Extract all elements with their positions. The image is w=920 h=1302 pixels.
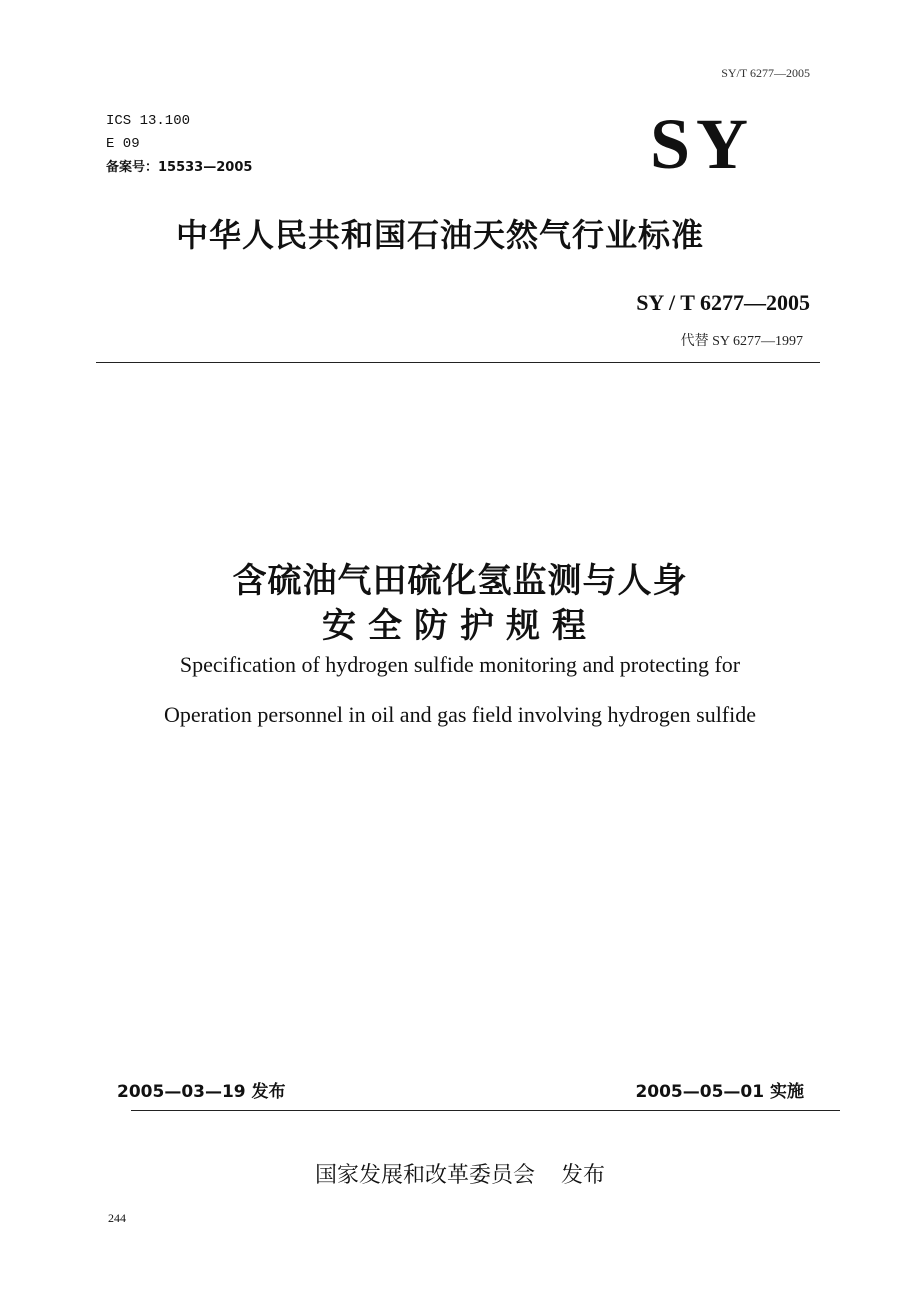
running-header-code: SY/T 6277—2005 <box>721 66 810 80</box>
ics-code: ICS 13.100 <box>106 113 191 129</box>
organization-title: 中华人民共和国石油天然气行业标准 <box>175 216 704 254</box>
sy-logo: SY <box>650 104 755 184</box>
title-chinese-line-1: 含硫油气田硫化氢监测与人身 <box>232 561 688 601</box>
replaces-standard: 代替 SY 6277—1997 <box>680 334 803 349</box>
publisher-line <box>0 1158 920 1189</box>
page-number: 244 <box>108 1211 126 1225</box>
title-english-line-1: Specification of hydrogen sulfide monitoring and protecting for <box>179 652 741 677</box>
title-english-line-2: Operation personnel in oil and gas field involving hydrogen sulfide <box>163 702 757 727</box>
publisher-name: 国家发展和改革委员会 <box>314 1163 535 1188</box>
top-divider <box>96 362 820 363</box>
standard-number: SY / T 6277—2005 <box>636 290 810 315</box>
ccs-code: E 09 <box>106 136 140 152</box>
filing-number: 备案号：15533—2005 <box>106 160 253 175</box>
effective-date: 2005—05—01 实施 <box>635 1082 804 1102</box>
issue-date: 2005—03—19 发布 <box>117 1082 286 1102</box>
publisher-action: 发布 <box>561 1163 606 1188</box>
classification-block <box>106 110 252 179</box>
bottom-divider <box>131 1110 840 1111</box>
title-chinese-line-2: 安全防护规程 <box>322 606 598 646</box>
